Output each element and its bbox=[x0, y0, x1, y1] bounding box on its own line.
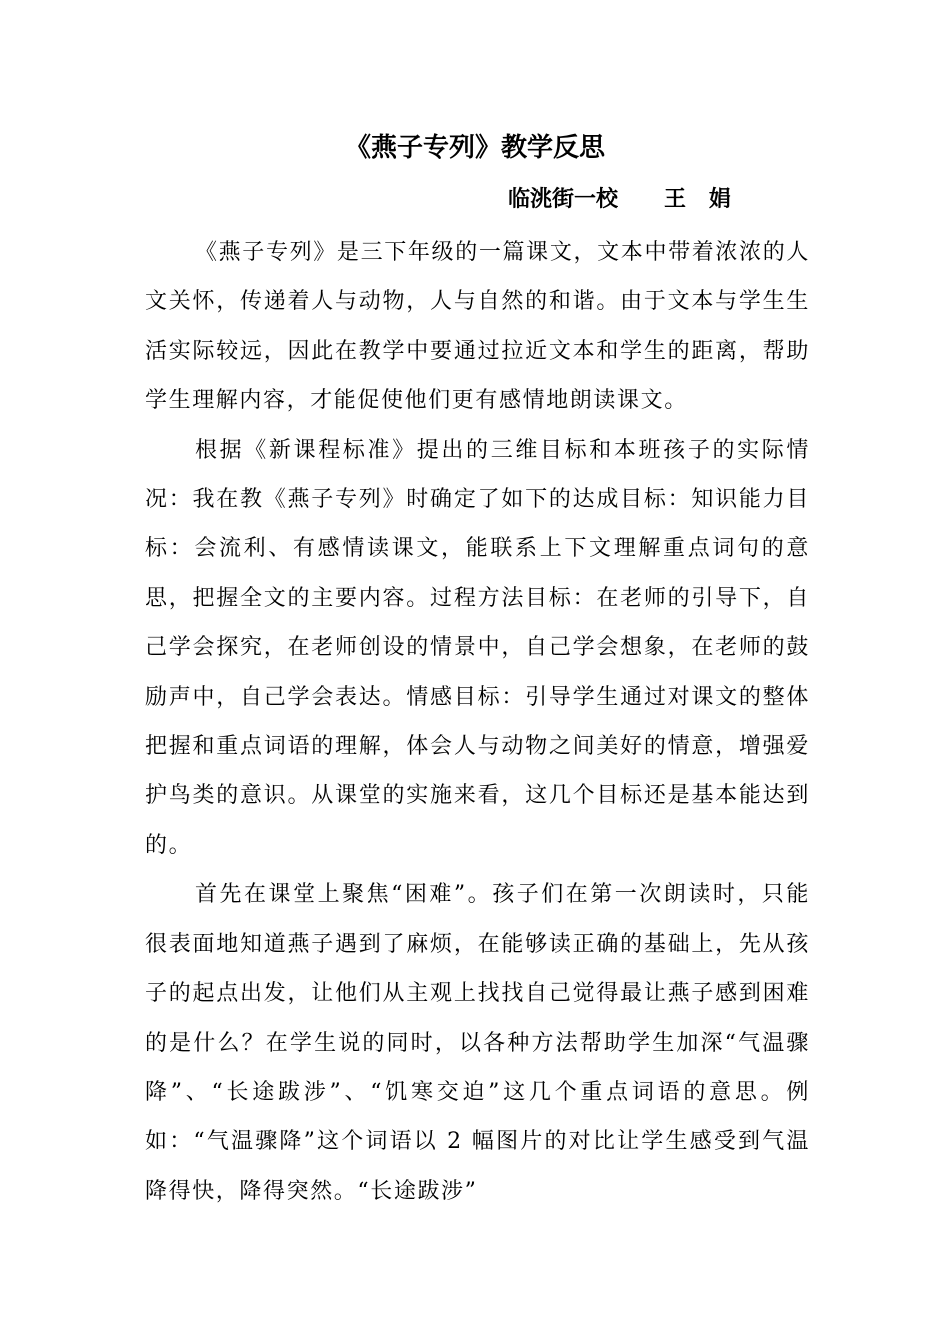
paragraph-1: 《燕子专列》是三下年级的一篇课文，文本中带着浓浓的人文关怀，传递着人与动物，人与自然的和谐。由于文本与学生生活实际较远，因此在教学中要通过拉近文本和学生的距离，帮助学生理解内容，才能促使他们更有感情地朗读课文。 bbox=[145, 240, 810, 414]
document-body bbox=[145, 228, 810, 1216]
author-line: 临洮街一校 王 娟 bbox=[508, 187, 731, 212]
document-title: 《燕子专列》教学反思 bbox=[344, 133, 605, 163]
paragraph-2: 根据《新课程标准》提出的三维目标和本班孩子的实际情况：我在教《燕子专列》时确定了如下的达成目标：知识能力目标：会流利、有感情读课文，能联系上下文理解重点词句的意思，把握全文的主要内容。过程方法目标：在老师的引导下，自己学会探究，在老师创设的情景中，自己学会想象，在老师的鼓励声中，自己学会表达。情感目标：引导学生通过对课文的整体把握和重点词语的理解，体会人与动物之间美好的情意，增强爱护鸟类的意识。从课堂的实施来看，这几个目标还是基本能达到的。 bbox=[145, 437, 810, 858]
paragraph-3: 首先在课堂上聚焦“困难”。孩子们在第一次朗读时，只能很表面地知道燕子遇到了麻烦，在能够读正确的基础上，先从孩子的起点出发，让他们从主观上找找自己觉得最让燕子感到困难的是什么？在学生说的同时，以各种方法帮助学生加深“气温骤降”、“长途跋涉”、“饥寒交迫”这几个重点词语的意思。例如：“气温骤降”这个词语以 2 幅图片的对比让学生感受到气温降得快，降得突然。“长途跋涉” bbox=[145, 882, 810, 1204]
